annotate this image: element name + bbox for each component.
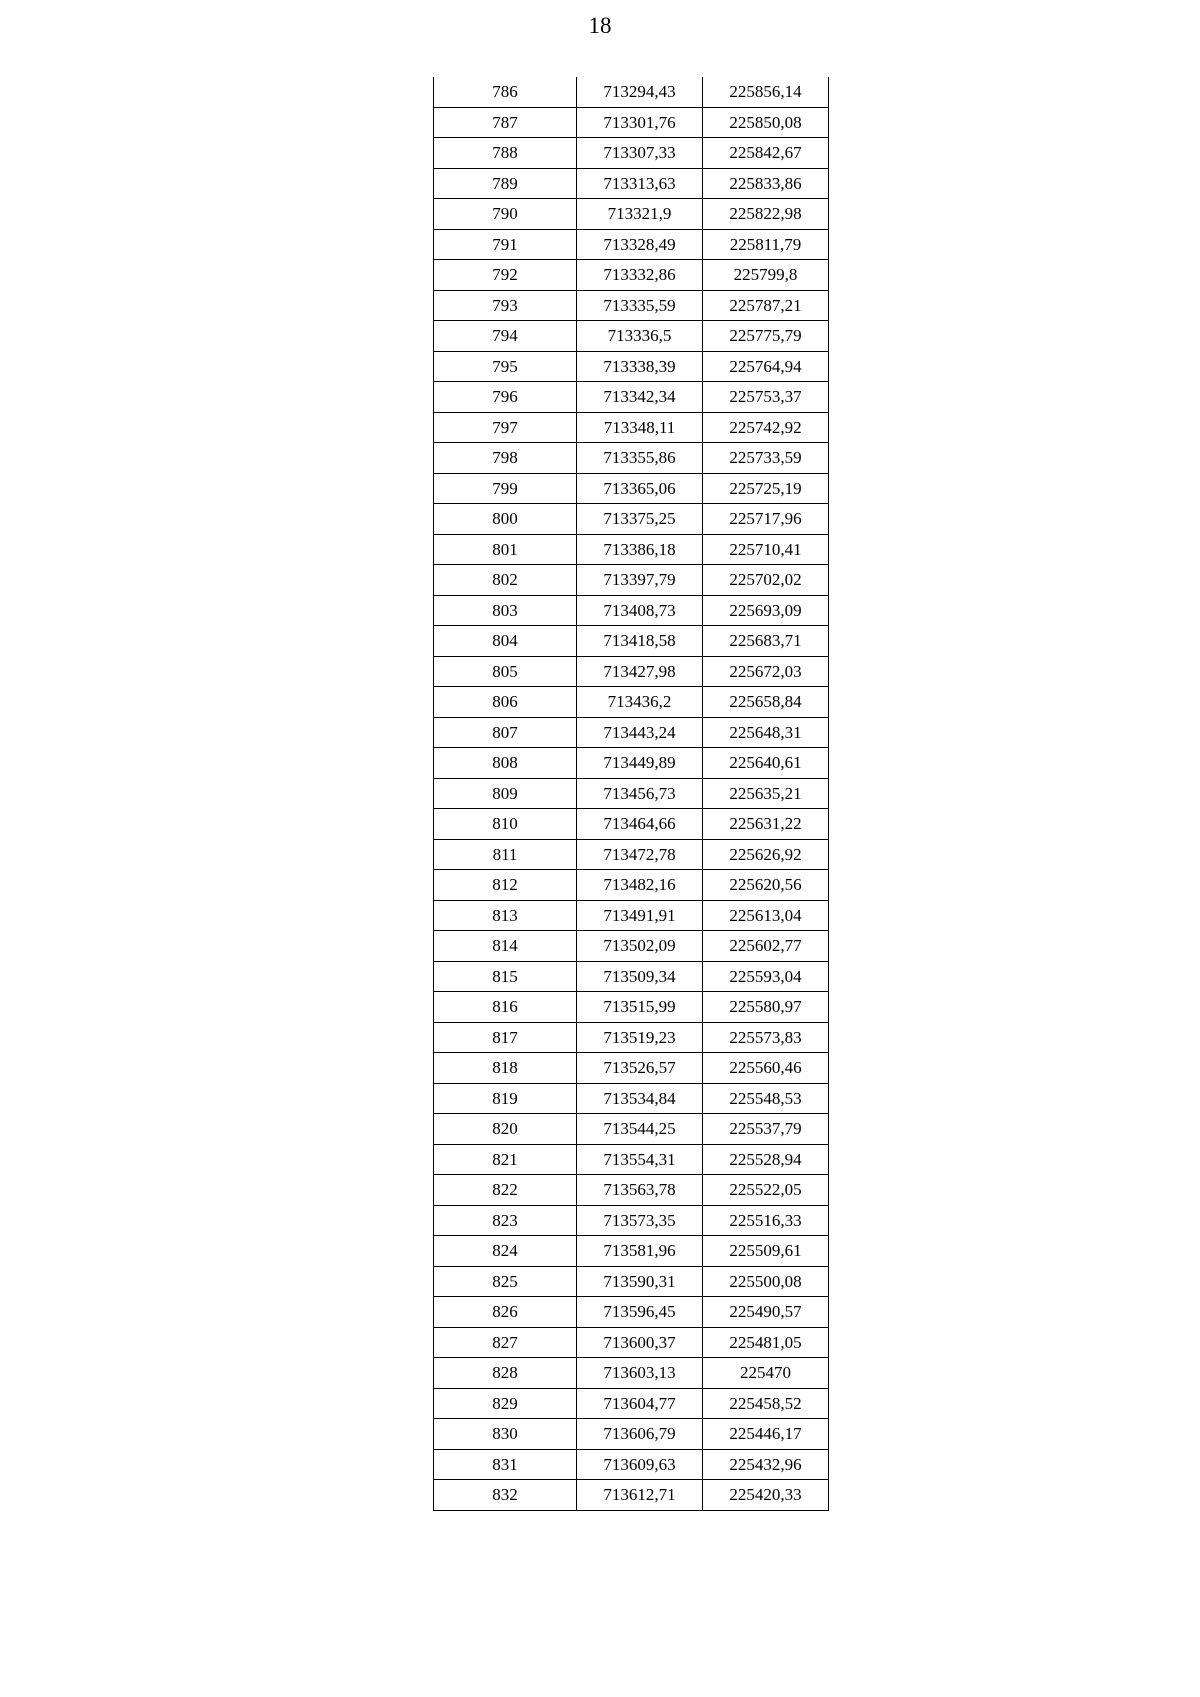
y-coordinate-cell: 225548,53 bbox=[703, 1083, 829, 1114]
table-row bbox=[434, 1053, 829, 1084]
table-row bbox=[434, 382, 829, 413]
point-number-cell: 829 bbox=[434, 1388, 577, 1419]
x-coordinate-cell: 713386,18 bbox=[577, 534, 703, 565]
table-row bbox=[434, 199, 829, 230]
y-coordinate-cell: 225856,14 bbox=[703, 77, 829, 107]
x-coordinate-cell: 713365,06 bbox=[577, 473, 703, 504]
point-number-cell: 816 bbox=[434, 992, 577, 1023]
table-row bbox=[434, 229, 829, 260]
point-number-cell: 793 bbox=[434, 290, 577, 321]
table-row bbox=[434, 748, 829, 779]
table-row bbox=[434, 1205, 829, 1236]
x-coordinate-cell: 713604,77 bbox=[577, 1388, 703, 1419]
x-coordinate-cell: 713294,43 bbox=[577, 77, 703, 107]
x-coordinate-cell: 713600,37 bbox=[577, 1327, 703, 1358]
point-number-cell: 832 bbox=[434, 1480, 577, 1511]
x-coordinate-cell: 713418,58 bbox=[577, 626, 703, 657]
y-coordinate-cell: 225822,98 bbox=[703, 199, 829, 230]
table-row bbox=[434, 1419, 829, 1450]
point-number-cell: 819 bbox=[434, 1083, 577, 1114]
point-number-cell: 796 bbox=[434, 382, 577, 413]
y-coordinate-cell: 225432,96 bbox=[703, 1449, 829, 1480]
table-row bbox=[434, 961, 829, 992]
x-coordinate-cell: 713606,79 bbox=[577, 1419, 703, 1450]
table-row bbox=[434, 168, 829, 199]
x-coordinate-cell: 713544,25 bbox=[577, 1114, 703, 1145]
point-number-cell: 792 bbox=[434, 260, 577, 291]
table-row bbox=[434, 1449, 829, 1480]
y-coordinate-cell: 225702,02 bbox=[703, 565, 829, 596]
point-number-cell: 804 bbox=[434, 626, 577, 657]
y-coordinate-cell: 225593,04 bbox=[703, 961, 829, 992]
table-row bbox=[434, 321, 829, 352]
table-row bbox=[434, 1236, 829, 1267]
table-row bbox=[434, 412, 829, 443]
point-number-cell: 803 bbox=[434, 595, 577, 626]
table-row bbox=[434, 138, 829, 169]
y-coordinate-cell: 225710,41 bbox=[703, 534, 829, 565]
y-coordinate-cell: 225537,79 bbox=[703, 1114, 829, 1145]
x-coordinate-cell: 713427,98 bbox=[577, 656, 703, 687]
x-coordinate-cell: 713534,84 bbox=[577, 1083, 703, 1114]
table-row bbox=[434, 1144, 829, 1175]
point-number-cell: 806 bbox=[434, 687, 577, 718]
point-number-cell: 831 bbox=[434, 1449, 577, 1480]
y-coordinate-cell: 225842,67 bbox=[703, 138, 829, 169]
coordinates-table bbox=[433, 77, 829, 1511]
x-coordinate-cell: 713563,78 bbox=[577, 1175, 703, 1206]
table-row bbox=[434, 992, 829, 1023]
y-coordinate-cell: 225573,83 bbox=[703, 1022, 829, 1053]
y-coordinate-cell: 225602,77 bbox=[703, 931, 829, 962]
x-coordinate-cell: 713573,35 bbox=[577, 1205, 703, 1236]
x-coordinate-cell: 713408,73 bbox=[577, 595, 703, 626]
table-row bbox=[434, 473, 829, 504]
x-coordinate-cell: 713609,63 bbox=[577, 1449, 703, 1480]
y-coordinate-cell: 225733,59 bbox=[703, 443, 829, 474]
table-row bbox=[434, 839, 829, 870]
x-coordinate-cell: 713502,09 bbox=[577, 931, 703, 962]
y-coordinate-cell: 225516,33 bbox=[703, 1205, 829, 1236]
y-coordinate-cell: 225833,86 bbox=[703, 168, 829, 199]
y-coordinate-cell: 225458,52 bbox=[703, 1388, 829, 1419]
point-number-cell: 801 bbox=[434, 534, 577, 565]
table-row bbox=[434, 290, 829, 321]
x-coordinate-cell: 713328,49 bbox=[577, 229, 703, 260]
x-coordinate-cell: 713449,89 bbox=[577, 748, 703, 779]
point-number-cell: 791 bbox=[434, 229, 577, 260]
y-coordinate-cell: 225725,19 bbox=[703, 473, 829, 504]
y-coordinate-cell: 225693,09 bbox=[703, 595, 829, 626]
table-row bbox=[434, 1114, 829, 1145]
x-coordinate-cell: 713581,96 bbox=[577, 1236, 703, 1267]
table-row bbox=[434, 626, 829, 657]
table-row bbox=[434, 565, 829, 596]
table-row bbox=[434, 1083, 829, 1114]
x-coordinate-cell: 713526,57 bbox=[577, 1053, 703, 1084]
x-coordinate-cell: 713313,63 bbox=[577, 168, 703, 199]
x-coordinate-cell: 713596,45 bbox=[577, 1297, 703, 1328]
x-coordinate-cell: 713519,23 bbox=[577, 1022, 703, 1053]
table-row bbox=[434, 778, 829, 809]
point-number-cell: 815 bbox=[434, 961, 577, 992]
x-coordinate-cell: 713342,34 bbox=[577, 382, 703, 413]
table-row bbox=[434, 1022, 829, 1053]
table-row bbox=[434, 687, 829, 718]
y-coordinate-cell: 225811,79 bbox=[703, 229, 829, 260]
y-coordinate-cell: 225626,92 bbox=[703, 839, 829, 870]
y-coordinate-cell: 225640,61 bbox=[703, 748, 829, 779]
table-row bbox=[434, 260, 829, 291]
point-number-cell: 814 bbox=[434, 931, 577, 962]
y-coordinate-cell: 225683,71 bbox=[703, 626, 829, 657]
y-coordinate-cell: 225528,94 bbox=[703, 1144, 829, 1175]
y-coordinate-cell: 225764,94 bbox=[703, 351, 829, 382]
x-coordinate-cell: 713509,34 bbox=[577, 961, 703, 992]
point-number-cell: 790 bbox=[434, 199, 577, 230]
y-coordinate-cell: 225775,79 bbox=[703, 321, 829, 352]
table-row bbox=[434, 1175, 829, 1206]
x-coordinate-cell: 713515,99 bbox=[577, 992, 703, 1023]
table-row bbox=[434, 717, 829, 748]
y-coordinate-cell: 225717,96 bbox=[703, 504, 829, 535]
point-number-cell: 794 bbox=[434, 321, 577, 352]
point-number-cell: 797 bbox=[434, 412, 577, 443]
point-number-cell: 825 bbox=[434, 1266, 577, 1297]
table-row bbox=[434, 1266, 829, 1297]
table-row bbox=[434, 1480, 829, 1511]
table-row bbox=[434, 595, 829, 626]
point-number-cell: 823 bbox=[434, 1205, 577, 1236]
point-number-cell: 810 bbox=[434, 809, 577, 840]
point-number-cell: 813 bbox=[434, 900, 577, 931]
x-coordinate-cell: 713301,76 bbox=[577, 107, 703, 138]
table-row bbox=[434, 900, 829, 931]
point-number-cell: 817 bbox=[434, 1022, 577, 1053]
table-row bbox=[434, 351, 829, 382]
y-coordinate-cell: 225500,08 bbox=[703, 1266, 829, 1297]
y-coordinate-cell: 225658,84 bbox=[703, 687, 829, 718]
x-coordinate-cell: 713338,39 bbox=[577, 351, 703, 382]
y-coordinate-cell: 225613,04 bbox=[703, 900, 829, 931]
x-coordinate-cell: 713397,79 bbox=[577, 565, 703, 596]
point-number-cell: 828 bbox=[434, 1358, 577, 1389]
y-coordinate-cell: 225799,8 bbox=[703, 260, 829, 291]
coordinates-table-body bbox=[434, 77, 829, 1510]
y-coordinate-cell: 225446,17 bbox=[703, 1419, 829, 1450]
y-coordinate-cell: 225481,05 bbox=[703, 1327, 829, 1358]
x-coordinate-cell: 713482,16 bbox=[577, 870, 703, 901]
y-coordinate-cell: 225420,33 bbox=[703, 1480, 829, 1511]
table-row bbox=[434, 504, 829, 535]
point-number-cell: 821 bbox=[434, 1144, 577, 1175]
point-number-cell: 827 bbox=[434, 1327, 577, 1358]
table-row bbox=[434, 656, 829, 687]
y-coordinate-cell: 225787,21 bbox=[703, 290, 829, 321]
y-coordinate-cell: 225631,22 bbox=[703, 809, 829, 840]
y-coordinate-cell: 225850,08 bbox=[703, 107, 829, 138]
point-number-cell: 818 bbox=[434, 1053, 577, 1084]
point-number-cell: 822 bbox=[434, 1175, 577, 1206]
y-coordinate-cell: 225580,97 bbox=[703, 992, 829, 1023]
point-number-cell: 820 bbox=[434, 1114, 577, 1145]
x-coordinate-cell: 713348,11 bbox=[577, 412, 703, 443]
table-row bbox=[434, 809, 829, 840]
table-row bbox=[434, 1327, 829, 1358]
x-coordinate-cell: 713456,73 bbox=[577, 778, 703, 809]
y-coordinate-cell: 225648,31 bbox=[703, 717, 829, 748]
table-row bbox=[434, 931, 829, 962]
point-number-cell: 811 bbox=[434, 839, 577, 870]
point-number-cell: 812 bbox=[434, 870, 577, 901]
point-number-cell: 805 bbox=[434, 656, 577, 687]
point-number-cell: 800 bbox=[434, 504, 577, 535]
y-coordinate-cell: 225470 bbox=[703, 1358, 829, 1389]
point-number-cell: 830 bbox=[434, 1419, 577, 1450]
point-number-cell: 789 bbox=[434, 168, 577, 199]
x-coordinate-cell: 713472,78 bbox=[577, 839, 703, 870]
x-coordinate-cell: 713464,66 bbox=[577, 809, 703, 840]
y-coordinate-cell: 225742,92 bbox=[703, 412, 829, 443]
x-coordinate-cell: 713336,5 bbox=[577, 321, 703, 352]
point-number-cell: 802 bbox=[434, 565, 577, 596]
table-row bbox=[434, 443, 829, 474]
point-number-cell: 798 bbox=[434, 443, 577, 474]
table-row bbox=[434, 1358, 829, 1389]
y-coordinate-cell: 225753,37 bbox=[703, 382, 829, 413]
y-coordinate-cell: 225560,46 bbox=[703, 1053, 829, 1084]
x-coordinate-cell: 713603,13 bbox=[577, 1358, 703, 1389]
y-coordinate-cell: 225620,56 bbox=[703, 870, 829, 901]
table-row bbox=[434, 870, 829, 901]
y-coordinate-cell: 225522,05 bbox=[703, 1175, 829, 1206]
x-coordinate-cell: 713321,9 bbox=[577, 199, 703, 230]
y-coordinate-cell: 225490,57 bbox=[703, 1297, 829, 1328]
x-coordinate-cell: 713335,59 bbox=[577, 290, 703, 321]
point-number-cell: 808 bbox=[434, 748, 577, 779]
x-coordinate-cell: 713612,71 bbox=[577, 1480, 703, 1511]
x-coordinate-cell: 713554,31 bbox=[577, 1144, 703, 1175]
point-number-cell: 799 bbox=[434, 473, 577, 504]
table-row bbox=[434, 1388, 829, 1419]
y-coordinate-cell: 225672,03 bbox=[703, 656, 829, 687]
table-row bbox=[434, 1297, 829, 1328]
table-row bbox=[434, 107, 829, 138]
y-coordinate-cell: 225635,21 bbox=[703, 778, 829, 809]
x-coordinate-cell: 713436,2 bbox=[577, 687, 703, 718]
point-number-cell: 826 bbox=[434, 1297, 577, 1328]
point-number-cell: 809 bbox=[434, 778, 577, 809]
x-coordinate-cell: 713332,86 bbox=[577, 260, 703, 291]
x-coordinate-cell: 713307,33 bbox=[577, 138, 703, 169]
page-number: 18 bbox=[588, 13, 612, 38]
point-number-cell: 788 bbox=[434, 138, 577, 169]
table-row bbox=[434, 77, 829, 107]
point-number-cell: 786 bbox=[434, 77, 577, 107]
point-number-cell: 795 bbox=[434, 351, 577, 382]
point-number-cell: 787 bbox=[434, 107, 577, 138]
point-number-cell: 807 bbox=[434, 717, 577, 748]
x-coordinate-cell: 713375,25 bbox=[577, 504, 703, 535]
x-coordinate-cell: 713590,31 bbox=[577, 1266, 703, 1297]
x-coordinate-cell: 713443,24 bbox=[577, 717, 703, 748]
y-coordinate-cell: 225509,61 bbox=[703, 1236, 829, 1267]
point-number-cell: 824 bbox=[434, 1236, 577, 1267]
x-coordinate-cell: 713491,91 bbox=[577, 900, 703, 931]
table-row bbox=[434, 534, 829, 565]
x-coordinate-cell: 713355,86 bbox=[577, 443, 703, 474]
